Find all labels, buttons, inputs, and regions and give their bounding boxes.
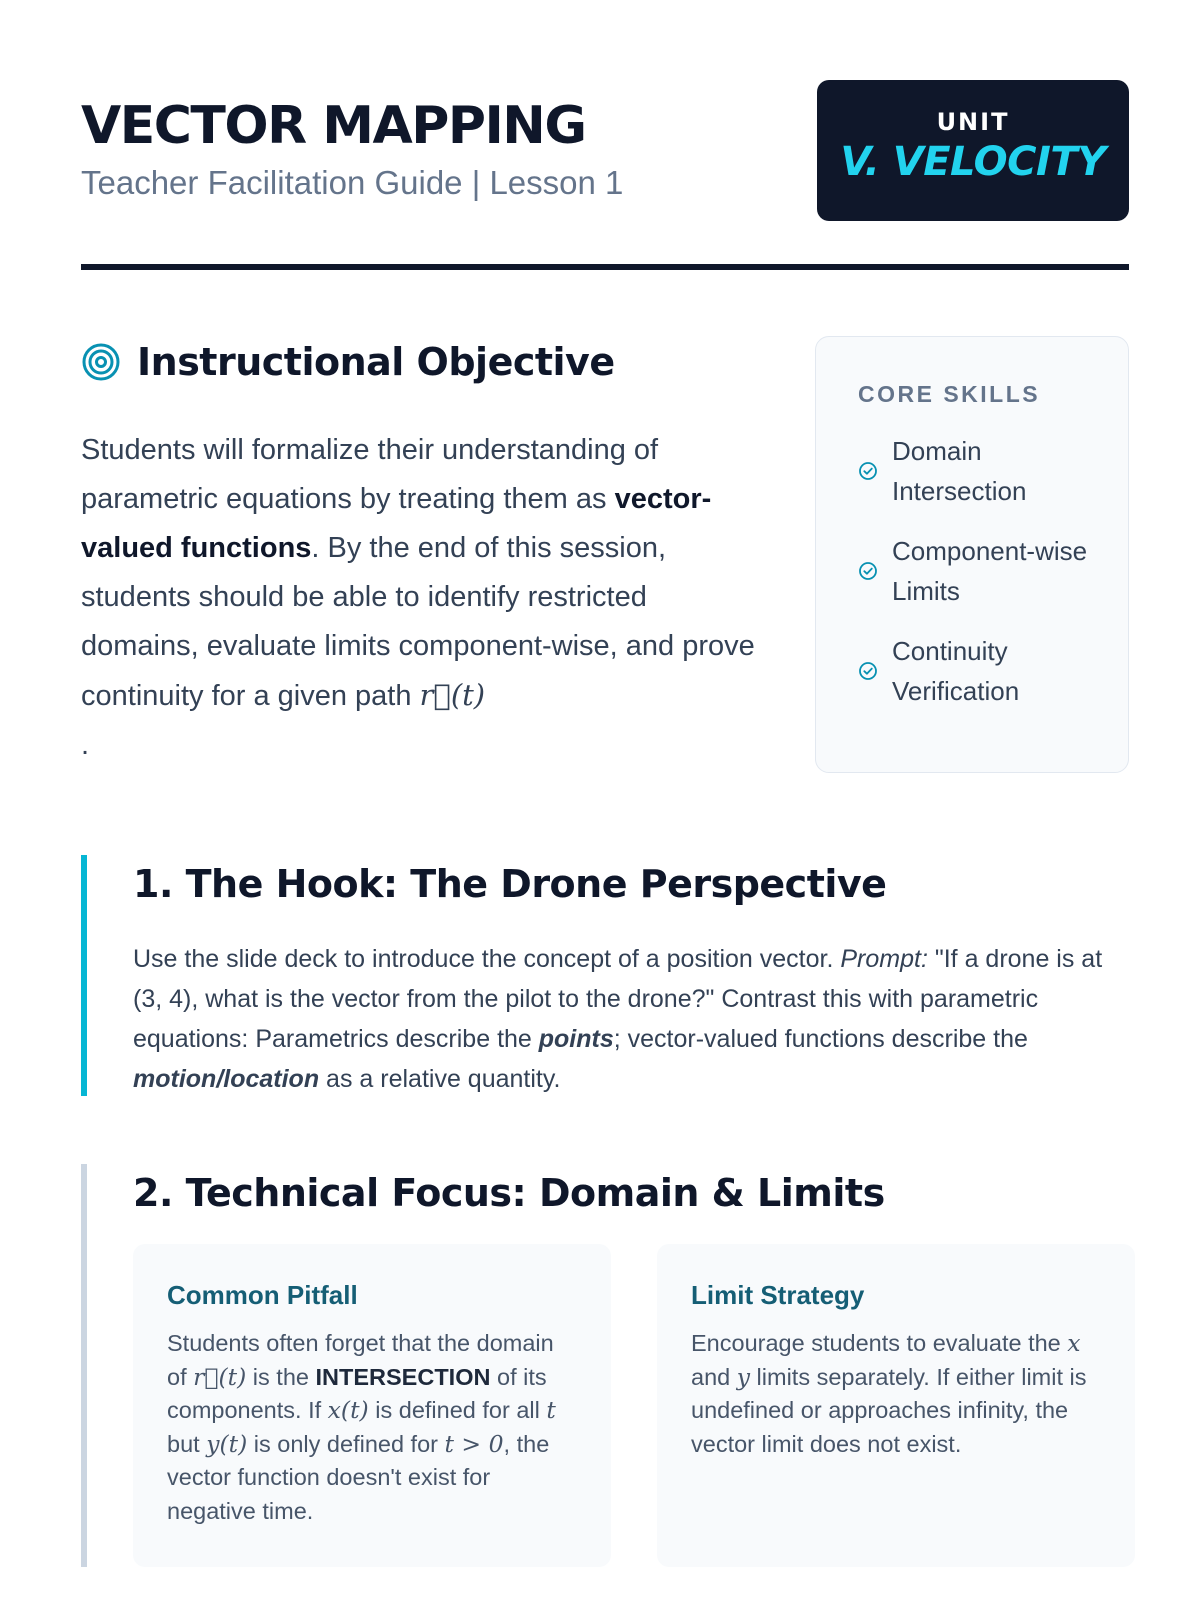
objective-text-part: . — [81, 729, 90, 761]
objective-text-part: . By the end of this session, students should be able to identify restricted domains, evaluate limits component-wise, and prove continuity for a given path — [81, 532, 755, 712]
hook-text-part: "If a drone is at (3, 4), what is the vector from the pilot to the drone?" Contrast this with parametric equations: Parametrics describe the — [133, 945, 1103, 1053]
technical-cards — [133, 1244, 1135, 1567]
page-header — [81, 80, 1129, 270]
pitfall-text-part: but — [167, 1430, 207, 1457]
pitfall-text-part: Students often forget that the domain of — [167, 1330, 554, 1390]
math-expression: y — [736, 1362, 751, 1391]
skill-item — [858, 631, 1088, 711]
page-subtitle: Teacher Facilitation Guide | Lesson 1 — [81, 164, 624, 201]
math-expression: t — [546, 1396, 556, 1425]
skill-item — [858, 431, 1088, 511]
skill-label: Continuity Verification — [892, 636, 1020, 706]
hook-title: 1. The Hook: The Drone Perspective — [133, 862, 887, 906]
hook-text-part: as a relative quantity. — [319, 1065, 561, 1093]
unit-label: UNIT — [936, 108, 1010, 136]
skill-label: Component-wise Limits — [892, 536, 1088, 606]
check-circle-icon — [858, 661, 878, 681]
target-icon — [81, 342, 121, 382]
objective-text-part: Students will formalize their understanding of parametric equations by treating them as — [81, 434, 659, 515]
skill-label: Domain Intersection — [892, 436, 1027, 506]
technical-title: 2. Technical Focus: Domain & Limits — [133, 1171, 885, 1215]
pitfall-card — [133, 1244, 611, 1567]
pitfall-text-part: is the — [246, 1363, 316, 1390]
check-circle-icon — [858, 561, 878, 581]
strategy-text — [691, 1327, 1101, 1461]
pitfall-text — [167, 1327, 577, 1528]
hook-text — [133, 939, 1129, 1099]
strategy-card — [657, 1244, 1135, 1567]
strategy-text-part: and — [691, 1363, 737, 1390]
math-expression: x — [1067, 1329, 1081, 1358]
pitfall-emphasis: INTERSECTION — [315, 1363, 491, 1390]
hook-section — [81, 855, 1129, 1096]
emphasis-points: points — [538, 1025, 614, 1053]
objective-title: Instructional Objective — [137, 340, 615, 384]
strategy-title: Limit Strategy — [691, 1280, 865, 1310]
objective-text — [81, 426, 761, 770]
technical-section — [81, 1164, 1129, 1567]
core-skills-title: CORE SKILLS — [858, 381, 1041, 407]
math-expression: x(t) — [327, 1396, 369, 1425]
strategy-text-part: limits separately. If either limit is undefined or approaches infinity, the vector limit does not exist. — [691, 1363, 1087, 1457]
skill-item — [858, 531, 1088, 611]
hook-text-part: Use the slide deck to introduce the concept of a position vector. — [133, 945, 841, 973]
core-skills-card — [815, 336, 1129, 773]
objective-section — [81, 336, 761, 770]
math-expression: t > 0 — [444, 1429, 504, 1458]
objective-emphasis: vector-valued functions — [81, 483, 712, 564]
unit-badge — [817, 80, 1129, 221]
math-expression: y(t) — [206, 1429, 248, 1458]
hook-text-part: ; vector-valued functions describe the — [613, 1025, 1028, 1053]
pitfall-text-part: is defined for all — [368, 1397, 547, 1424]
math-path: r⃗(t) — [419, 678, 486, 712]
pitfall-text-part: is only defined for — [247, 1430, 445, 1457]
pitfall-text-part: of its components. If — [167, 1363, 547, 1424]
unit-name: V. VELOCITY — [840, 139, 1106, 185]
emphasis-motion: motion/location — [133, 1065, 320, 1093]
header-divider — [81, 264, 1129, 270]
pitfall-text-part: , the vector function doesn't exist for negative time. — [167, 1430, 550, 1524]
prompt-label: Prompt: — [840, 945, 928, 973]
page-title: VECTOR MAPPING — [81, 96, 586, 156]
objective-heading — [81, 336, 761, 388]
pitfall-title: Common Pitfall — [167, 1280, 358, 1310]
strategy-text-part: Encourage students to evaluate the — [691, 1330, 1068, 1357]
check-circle-icon — [858, 461, 878, 481]
math-expression: r⃗(t) — [193, 1362, 247, 1391]
